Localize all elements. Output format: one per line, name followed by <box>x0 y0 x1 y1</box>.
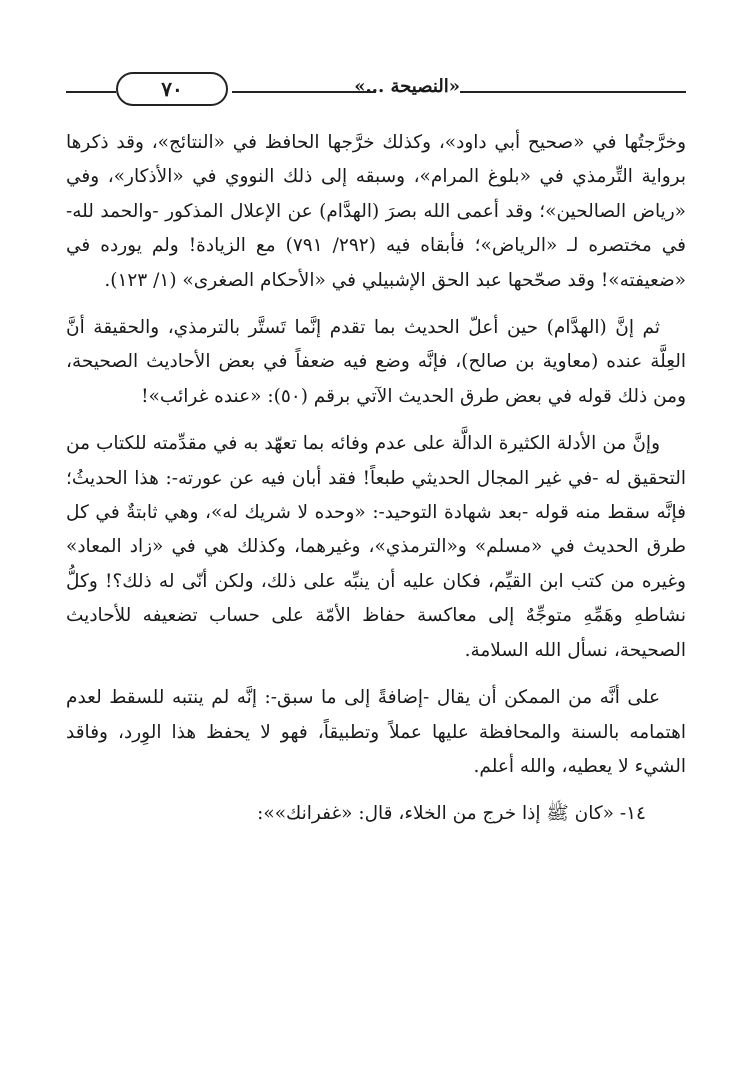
paragraph: على أنَّه من الممكن أن يقال -إضافةً إلى ما سبق-: إنَّه لم ينتبه للسقط لعدم اهتمامه بالسنة والمحافظة عليها عملاً وتطبيقاً، فهو لا يحفظ هذا الوِرد، وفاقد الشيء لا يعطيه، والله أعلم. <box>66 687 686 777</box>
page-number: ٧٠ <box>116 72 228 106</box>
header-rule-right <box>460 91 686 93</box>
running-title: «النصيحة ...» <box>354 76 460 97</box>
hadith-heading: ١٤- «كان ﷺ إذا خرج من الخلاء، قال: «غفرانك»»: <box>257 803 646 825</box>
paragraph: ثم إنَّ (الهدَّام) حين أعلّ الحديث بما تقدم إنَّما تَستَّر بالترمذي، والحقيقة أنَّ العِلَّة عنده (معاوية بن صالح)، فإنَّه وضع فيه ضعفاً في بعض الأحاديث الصحيحة، ومن ذلك قوله في بعض طرق الحديث الآتي برقم (٥٠): «عنده غرائب»! <box>66 317 686 407</box>
paragraph: وإنَّ من الأدلة الكثيرة الدالَّة على عدم وفائه بما تعهّد به في مقدِّمته للكتاب من التحقيق له -في غير المجال الحديثي طبعاً! فقد أبان فيه عن عورته-: هذا الحديثُ؛ فإنَّه سقط منه قوله -بعد شهادة التوحيد-: «وحده لا شريك له»، وهي ثابتةٌ في كل طرق الحديث في «مسلم» و«الترمذي»، وغيرهما، وكذلك هي في «زاد المعاد» وغيره من كتب ابن القيِّم، فكان عليه أن ينبِّه على ذلك، ولكن أنّى له ذلك؟! وكلُّ نشاطهِ وهَمِّهِ متوجِّهٌ إلى معاكسة حفاظ الأمّة على حساب تضعيفه للأحاديث الصحيحة، نسأل الله السلامة. <box>66 433 686 661</box>
header-rule-middle <box>232 91 376 93</box>
paragraph: وخرَّجتُها في «صحيح أبي داود»، وكذلك خرَّجها الحافظ في «النتائج»، وقد ذكرها برواية التِّرمذي في «بلوغ المرام»، وسبقه إلى ذلك النووي في «الأذكار»، وفي «رياض الصالحين»؛ وقد أعمى الله بصرَ (الهدَّام) عن الإعلال المذكور -والحمد لله- في مختصره لـ «الرياض»؛ فأبقاه فيه (٢٩٢/ ٧٩١) مع الزيادة! ولم يورده في «ضعيفته»! وقد صحّحها عبد الحق الإشبيلي في «الأحكام الصغرى» (١/ ١٢٣). <box>66 132 686 291</box>
header-rule-left <box>66 91 116 93</box>
page-header <box>66 70 686 110</box>
body-text <box>66 126 686 845</box>
